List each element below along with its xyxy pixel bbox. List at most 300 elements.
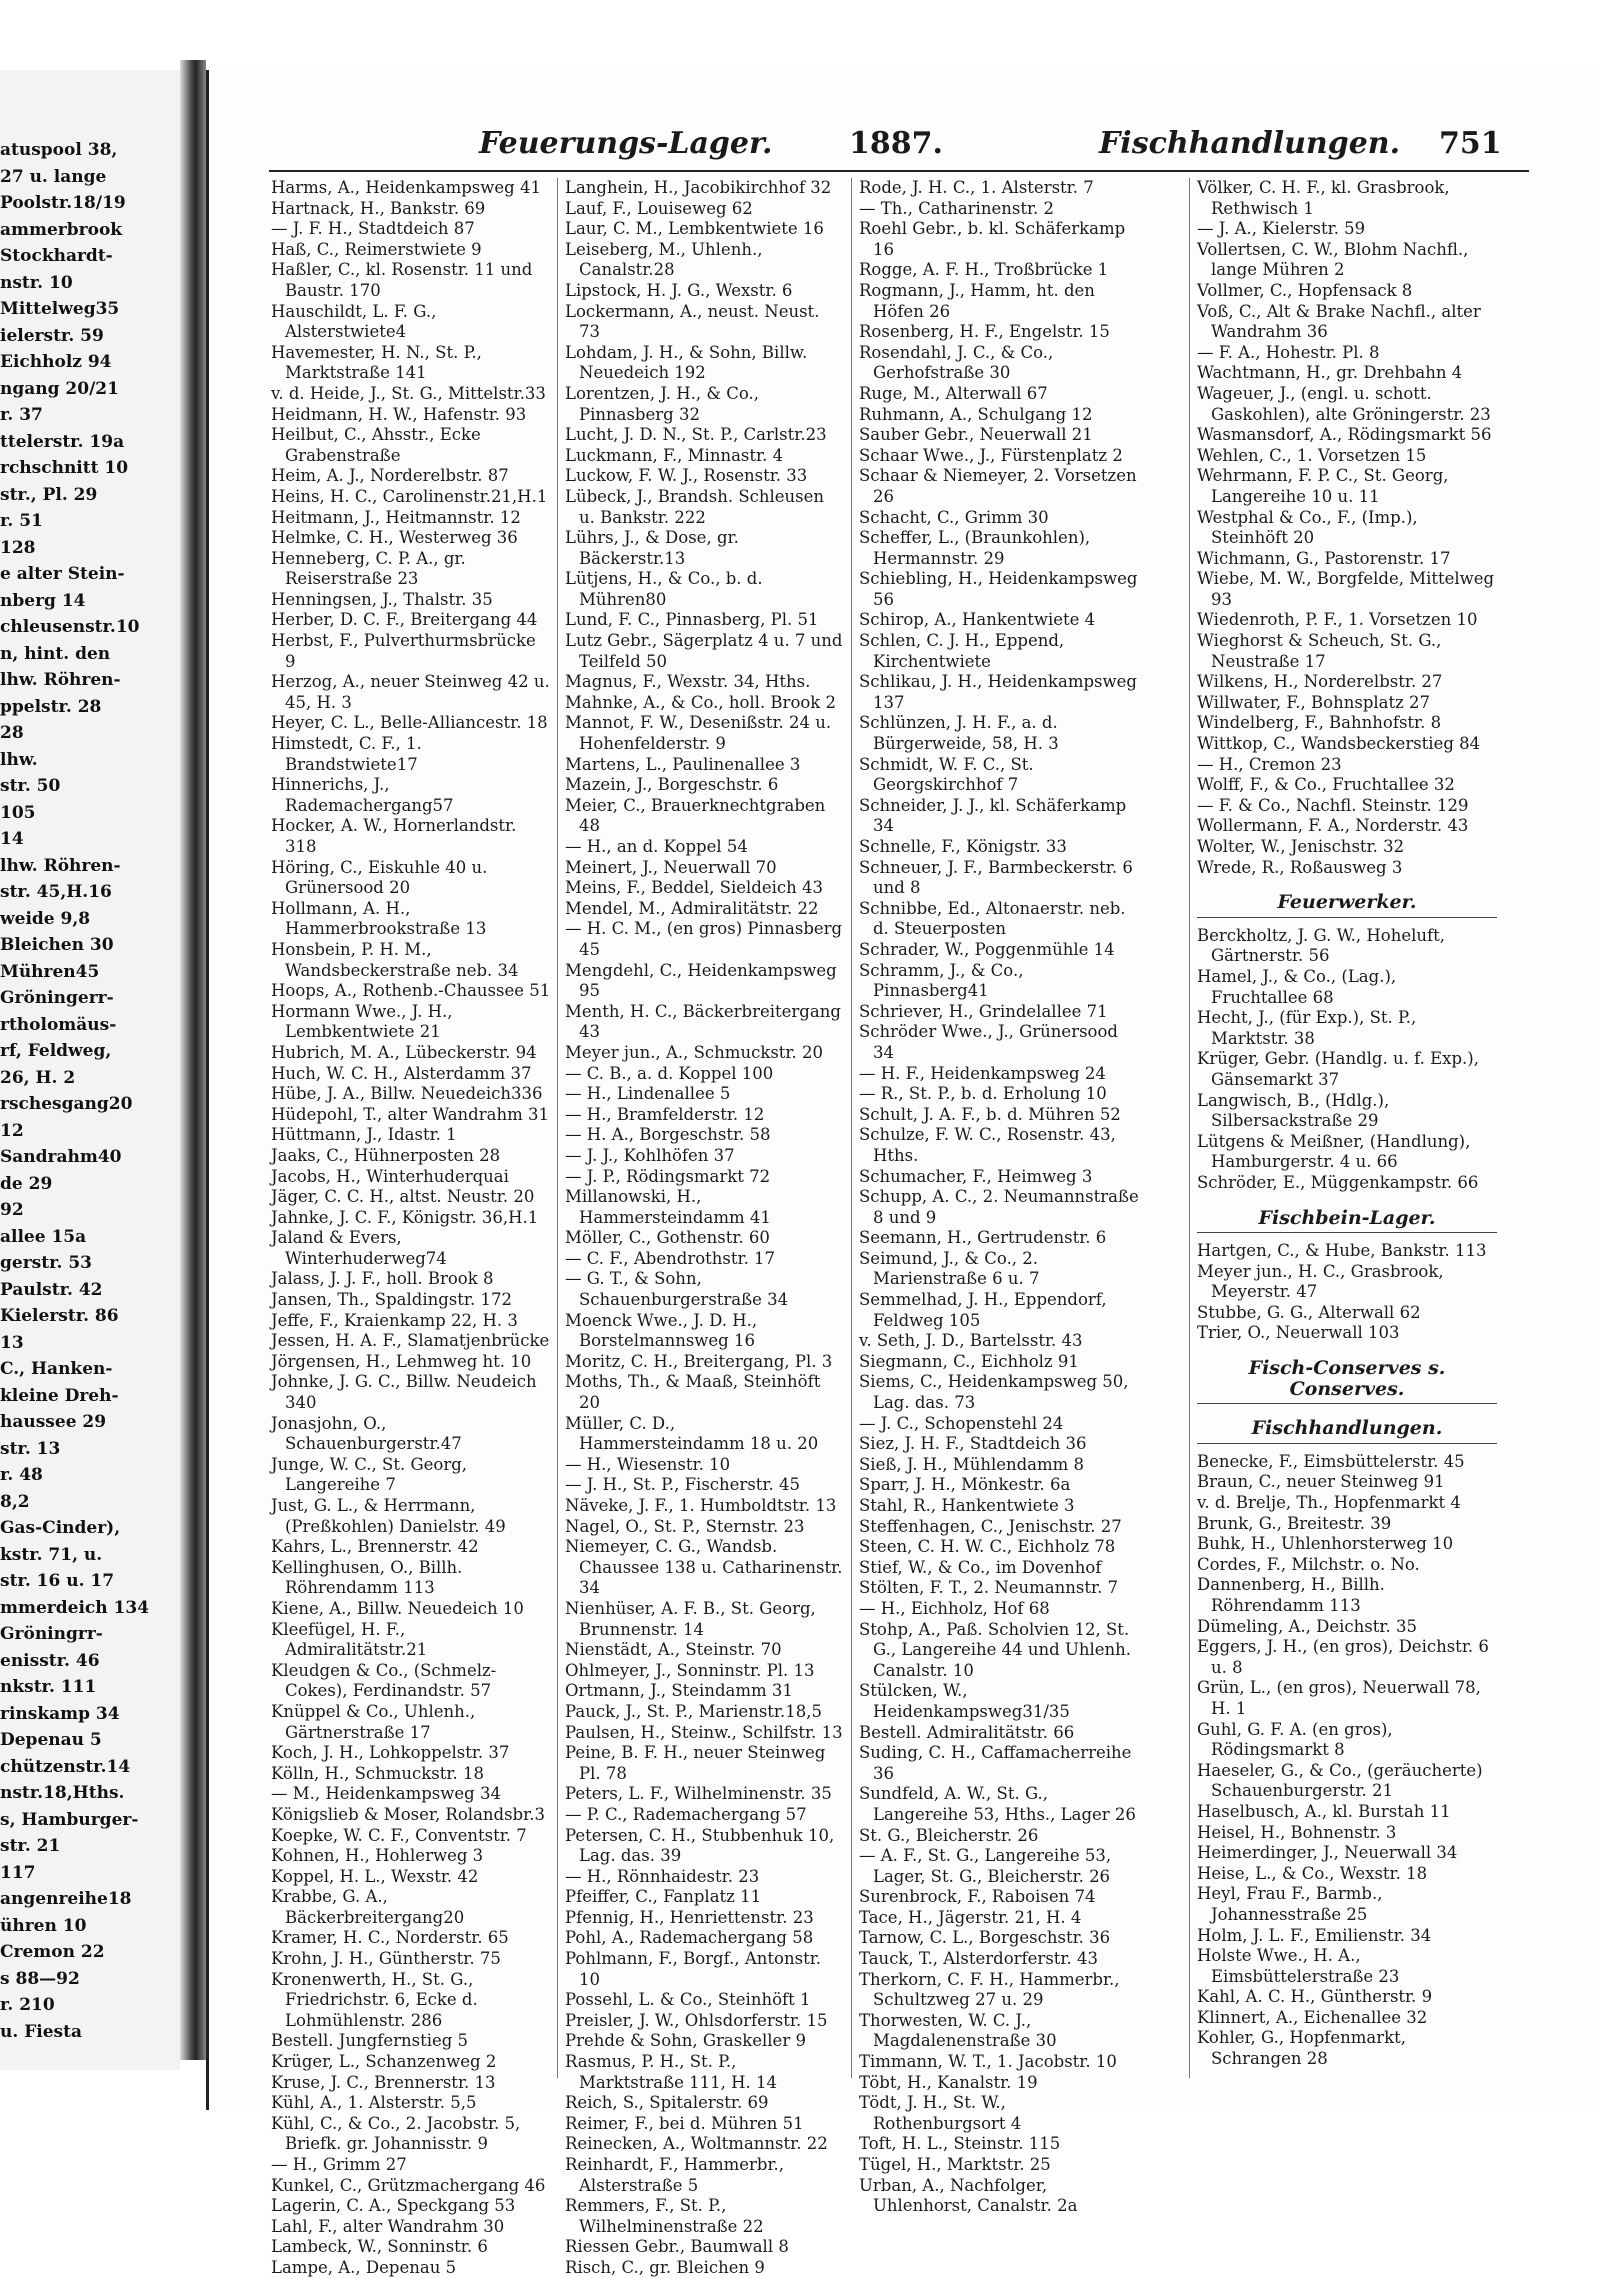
directory-entry: Jaaks, C., Hühnerposten 28 — [271, 1145, 501, 1165]
directory-entry: Kruse, J. C., Brennerstr. 13 — [271, 2072, 496, 2092]
directory-entry: Scheffer, L., (Braunkohlen), Hermannstr. 29 — [859, 528, 1091, 568]
directory-entry: Vollmer, C., Hopfensack 8 — [1197, 280, 1413, 300]
directory-entry: Millanowski, H., Hammersteindamm 41 — [565, 1187, 771, 1227]
column-divider — [557, 178, 558, 2078]
directory-entry: v. Seth, J. D., Bartelsstr. 43 — [859, 1331, 1083, 1351]
directory-entry: Haselbusch, A., kl. Burstah 11 — [1197, 1801, 1451, 1821]
directory-entry: Voß, C., Alt & Brake Nachfl., alter Wandrahm 36 — [1197, 301, 1481, 342]
directory-entry: Guhl, G. F. A. (en gros), Rödingsmarkt 8 — [1197, 1719, 1393, 1760]
directory-entry: Grün, L., (en gros), Neuerwall 78, H. 1 — [1197, 1678, 1481, 1718]
directory-entry: Lund, F. C., Pinnasberg, Pl. 51 — [565, 610, 819, 630]
directory-entry: Siegmann, C., Eichholz 91 — [859, 1351, 1079, 1371]
directory-entry: Therkorn, C. F. H., Hammerbr., Schultzweg 27 u. 29 — [859, 1969, 1120, 2010]
directory-entry: Lockermann, A., neust. Neust. 73 — [565, 301, 820, 342]
left-fragment-line: str., Pl. 29 — [0, 484, 98, 505]
directory-entry: Herzog, A., neuer Steinweg 42 u. 45, H. 3 — [271, 672, 550, 712]
directory-entry: Heidmann, H. W., Hafenstr. 93 — [271, 404, 527, 424]
directory-entry: Moritz, C. H., Breitergang, Pl. 3 — [565, 1351, 833, 1371]
directory-entry: — H., an d. Koppel 54 — [565, 837, 748, 856]
directory-entry: Nienhüser, A. F. B., St. Georg, Brunnenstr. 14 — [565, 1598, 816, 1639]
left-fragment-line: Depenau 5 — [0, 1730, 102, 1750]
left-fragment-line: 13 — [0, 1332, 24, 1353]
directory-entry: Riessen Gebr., Baumwall 8 — [565, 2237, 789, 2257]
directory-entry: Hartgen, C., & Hube, Bankstr. 113 — [1197, 1241, 1487, 1261]
directory-entry: Urban, A., Nachfolger, Uhlenhorst, Canalstr. 2a — [859, 2175, 1078, 2216]
directory-entry: Reimer, F., bei d. Mühren 51 — [565, 2113, 804, 2133]
directory-entry: Wachtmann, H., gr. Drehbahn 4 — [1197, 363, 1463, 383]
directory-entry: Benecke, F., Eimsbüttelerstr. 45 — [1197, 1451, 1465, 1471]
directory-entry: Heyl, Frau F., Barmb., Johannesstraße 25 — [1197, 1884, 1383, 1924]
directory-entry: Kunkel, C., Grützmachergang 46 — [271, 2175, 546, 2195]
directory-entry: Trier, O., Neuerwall 103 — [1197, 1323, 1400, 1343]
directory-entry: Hartnack, H., Bankstr. 69 — [271, 198, 486, 218]
left-fragment-line: Sandrahm40 — [0, 1147, 122, 1167]
left-fragment-line: ühren 10 — [0, 1915, 87, 1936]
directory-entry: Kohnen, H., Hohlerweg 3 — [271, 1846, 484, 1866]
left-fragment-line: str. 50 — [0, 776, 61, 796]
directory-entry: Wehlen, C., 1. Vorsetzen 15 — [1197, 445, 1427, 465]
left-fragment-line: rinskamp 34 — [0, 1703, 120, 1724]
left-fragment-line: Bleichen 30 — [0, 935, 114, 955]
directory-entry: — F. A., Hohestr. Pl. 8 — [1197, 342, 1380, 362]
directory-entry: Peine, B. F. H., neuer Steinweg Pl. 78 — [565, 1743, 826, 1783]
directory-entry: Müller, C. D., Hammersteindamm 18 u. 20 — [565, 1413, 819, 1454]
directory-entry: Wolff, F., & Co., Fruchtallee 32 — [1197, 775, 1455, 795]
directory-entry: Schmidt, W. F. C., St. Georgskirchhof 7 — [859, 754, 1034, 795]
directory-entry: Kahrs, L., Brennerstr. 42 — [271, 1537, 479, 1557]
directory-entry: Buhk, H., Uhlenhorsterweg 10 — [1197, 1534, 1454, 1554]
directory-entry: Stubbe, G. G., Alterwall 62 — [1197, 1302, 1421, 1322]
left-fragment-line: rf, Feldweg, — [0, 1041, 112, 1061]
directory-entry: Wasmansdorf, A., Rödingsmarkt 56 — [1197, 425, 1492, 445]
directory-entry: St. G., Bleicherstr. 26 — [859, 1825, 1039, 1845]
directory-entry: Schnelle, F., Königstr. 33 — [859, 837, 1067, 856]
left-fragment-line: gerstr. 53 — [0, 1253, 92, 1273]
directory-entry: Kiene, A., Billw. Neuedeich 10 — [271, 1598, 524, 1618]
directory-entry: Ruhmann, A., Schulgang 12 — [859, 404, 1093, 424]
directory-entry: Dannenberg, H., Billh. Röhrendamm 113 — [1197, 1575, 1385, 1615]
directory-entry: Lorentzen, J. H., & Co., Pinnasberg 32 — [565, 383, 760, 424]
directory-entry: Schacht, C., Grimm 30 — [859, 507, 1049, 527]
directory-entry: Ohlmeyer, J., Sonninstr. Pl. 13 — [565, 1660, 815, 1680]
left-fragment-line: lhw. Röhren- — [0, 670, 121, 690]
directory-entry: Schulze, F. W. C., Rosenstr. 43, Hths. — [859, 1125, 1116, 1165]
left-fragment-line: Paulstr. 42 — [0, 1279, 103, 1300]
page-header — [209, 126, 1509, 166]
left-fragment-line: n, hint. den — [0, 643, 111, 664]
directory-entry: Jacobs, H., Winterhuderquai — [271, 1166, 509, 1186]
directory-entry: Ortmann, J., Steindamm 31 — [565, 1681, 793, 1701]
directory-entry: — J. A., Kielerstr. 59 — [1197, 219, 1366, 239]
directory-entry: Meinert, J., Neuerwall 70 — [565, 857, 777, 877]
directory-entry: Suding, C. H., Caffamacherreihe 36 — [859, 1743, 1132, 1783]
directory-entry: Töbt, H., Kanalstr. 19 — [859, 2072, 1038, 2092]
directory-entry: Schult, J. A. F., b. d. Mühren 52 — [859, 1104, 1121, 1124]
directory-entry: Berckholtz, J. G. W., Hoheluft, Gärtnerstr. 56 — [1197, 925, 1445, 966]
directory-entry: Nienstädt, A., Steinstr. 70 — [565, 1640, 782, 1660]
left-fragment-line: kstr. 71, u. — [0, 1544, 103, 1565]
directory-entry: Hübe, J. A., Billw. Neuedeich336 — [271, 1084, 543, 1104]
directory-entry: Herbst, F., Pulverthurmsbrücke 9 — [271, 631, 536, 671]
directory-entry: — M., Heidenkampsweg 34 — [271, 1784, 501, 1804]
left-fragment-line: rschesgang20 — [0, 1094, 133, 1114]
directory-entry: Heyer, C. L., Belle-Alliancestr. 18 — [271, 713, 548, 733]
section-heading: Fischbein-Lager. — [1197, 1208, 1497, 1234]
directory-entry: — H., Rönnhaidestr. 23 — [565, 1866, 760, 1886]
directory-entry: Himstedt, C. F., 1. Brandstwiete17 — [271, 734, 422, 774]
directory-entry: Timmann, W. T., 1. Jacobstr. 10 — [859, 2052, 1117, 2072]
directory-entry: Jeffe, F., Kraienkamp 22, H. 3 — [271, 1310, 518, 1330]
directory-entry: Kohler, G., Hopfenmarkt, Schrangen 28 — [1197, 2028, 1407, 2069]
directory-entry: — Th., Catharinenstr. 2 — [859, 198, 1055, 218]
directory-entry: — A. F., St. G., Langereihe 53, Lager, St. G., Bleicherstr. 26 — [859, 1846, 1112, 1886]
directory-entry: Haeseler, G., & Co., (geräucherte) Schauenburgerstr. 21 — [1197, 1760, 1483, 1801]
directory-entry: Prehde & Sohn, Graskeller 9 — [565, 2031, 806, 2051]
directory-entry: Heilbut, C., Ahsstr., Ecke Grabenstraße — [271, 425, 481, 465]
directory-entry: Lagerin, C. A., Speckgang 53 — [271, 2196, 516, 2216]
directory-entry: Stülcken, W., Heidenkampsweg31/35 — [859, 1681, 1070, 1721]
directory-entry: v. d. Brelje, Th., Hopfenmarkt 4 — [1197, 1493, 1461, 1513]
directory-entry: Preisler, J. W., Ohlsdorferstr. 15 — [565, 2010, 828, 2030]
directory-entry: Völker, C. H. F., kl. Grasbrook, Rethwisch 1 — [1197, 178, 1450, 218]
directory-entry: Sparr, J. H., Mönkestr. 6a — [859, 1475, 1071, 1495]
left-fragment-line: str. 13 — [0, 1438, 61, 1459]
directory-entry: Cordes, F., Milchstr. o. No. — [1197, 1554, 1420, 1574]
directory-entry: Wittkop, C., Wandsbeckerstieg 84 — [1197, 734, 1481, 754]
column-1 — [271, 178, 551, 2279]
directory-entry: Jansen, Th., Spaldingstr. 172 — [271, 1290, 512, 1310]
directory-entry: v. d. Heide, J., St. G., Mittelstr.33 — [271, 383, 546, 403]
directory-entry: — H. F., Heidenkampsweg 24 — [859, 1063, 1106, 1083]
directory-entry: — J. H., St. P., Fischerstr. 45 — [565, 1475, 800, 1495]
directory-entry: Haßler, C., kl. Rosenstr. 11 und Baustr. 170 — [271, 260, 533, 300]
left-fragment-line: ppelstr. 28 — [0, 696, 102, 717]
directory-entry: Lübeck, J., Brandsh. Schleusen u. Bankstr. 222 — [565, 486, 825, 527]
directory-entry: Hauschildt, L. F. G., Alsterstwiete4 — [271, 301, 437, 342]
directory-entry: Krabbe, G. A., Bäckerbreitergang20 — [271, 1887, 465, 1927]
directory-entry: Sieß, J. H., Mühlendamm 8 — [859, 1454, 1085, 1474]
directory-entry: Krohn, J. H., Güntherstr. 75 — [271, 1949, 501, 1969]
directory-entry: Stief, W., & Co., im Dovenhof — [859, 1557, 1102, 1577]
section-heading: Fischhandlungen. — [1197, 1418, 1497, 1444]
directory-entry: Vollertsen, C. W., Blohm Nachfl., lange Mühren 2 — [1197, 239, 1469, 280]
left-fragment-line: str. 21 — [0, 1836, 61, 1856]
directory-entry: Ruge, M., Alterwall 67 — [859, 383, 1048, 403]
directory-entry: Wehrmann, F. P. C., St. Georg, Langereihe 10 u. 11 — [1197, 466, 1449, 506]
directory-entry: Knüppel & Co., Uhlenh., Gärtnerstraße 17 — [271, 1701, 476, 1742]
left-fragment-line: r. 210 — [0, 1995, 55, 2015]
directory-entry: Sundfeld, A. W., St. G., Langereihe 53, Hths., Lager 26 — [859, 1784, 1136, 1824]
left-fragment-line: 12 — [0, 1120, 24, 1141]
directory-entry: Dümeling, A., Deichstr. 35 — [1197, 1616, 1417, 1636]
directory-entry: Heim, A. J., Norderelbstr. 87 — [271, 466, 509, 486]
directory-entry: — J. C., Schopenstehl 24 — [859, 1413, 1064, 1433]
left-fragment-line: 14 — [0, 829, 24, 849]
directory-entry: Kronenwerth, H., St. G., Friedrichstr. 6, Ecke d. Lohmühlenstr. 286 — [271, 1969, 478, 2030]
directory-entry: Semmelhad, J. H., Eppendorf, Feldweg 105 — [859, 1290, 1107, 1330]
directory-entry: Steen, C. H. W. C., Eichholz 78 — [859, 1537, 1116, 1557]
directory-entry: Hubrich, M. A., Lübeckerstr. 94 — [271, 1042, 537, 1062]
directory-entry: Holm, J. L. F., Emilienstr. 34 — [1197, 1925, 1432, 1945]
directory-entry: Schröder, E., Müggenkampstr. 66 — [1197, 1172, 1479, 1192]
directory-entry: Tace, H., Jägerstr. 21, H. 4 — [859, 1907, 1082, 1927]
directory-entry: Lutz Gebr., Sägerplatz 4 u. 7 und Teilfeld 50 — [565, 631, 843, 671]
directory-entry: — H., Lindenallee 5 — [565, 1084, 731, 1104]
directory-entry: Lauf, F., Louiseweg 62 — [565, 198, 753, 218]
left-fragment-line: Cremon 22 — [0, 1942, 105, 1962]
directory-entry: Pohlmann, F., Borgf., Antonstr. 10 — [565, 1949, 822, 1989]
directory-entry: Leiseberg, M., Uhlenh., Canalstr.28 — [565, 239, 763, 280]
directory-entry: — H., Wiesenstr. 10 — [565, 1454, 731, 1474]
column-divider — [851, 178, 852, 2078]
left-fragment-line: haussee 29 — [0, 1412, 107, 1432]
left-fragment-line: 128 — [0, 537, 36, 558]
directory-entry: Kahl, A. C. H., Güntherstr. 9 — [1197, 1987, 1433, 2007]
directory-entry: Heimerdinger, J., Neuerwall 34 — [1197, 1843, 1458, 1863]
directory-entry: Niemeyer, C. G., Wandsb. Chaussee 138 u. Catharinenstr. 34 — [565, 1537, 843, 1598]
left-fragment-line: Mittelweg35 — [0, 299, 120, 319]
directory-entry: Holste Wwe., H. A., Eimsbüttelerstraße 23 — [1197, 1946, 1400, 1986]
directory-entry: Mengdehl, C., Heidenkampsweg 95 — [565, 960, 837, 1001]
directory-entry: Honsbein, P. H. M., Wandsbeckerstraße neb. 34 — [271, 939, 519, 980]
directory-entry: — H., Bramfelderstr. 12 — [565, 1104, 765, 1124]
left-fragment-line: 92 — [0, 1200, 24, 1220]
directory-entry: Klinnert, A., Eichenallee 32 — [1197, 2007, 1428, 2027]
directory-entry: Jaland & Evers, Winterhuderweg74 — [271, 1228, 447, 1268]
directory-entry: Rasmus, P. H., St. P., Marktstraße 111, H. 14 — [565, 2052, 777, 2092]
directory-entry: Schramm, J., & Co., Pinnasberg41 — [859, 960, 1024, 1001]
directory-entry: Martens, L., Paulinenallee 3 — [565, 754, 801, 774]
column-4 — [1197, 178, 1497, 2070]
left-fragment-line: kleine Dreh- — [0, 1385, 119, 1406]
left-fragment-line: r. 51 — [0, 511, 43, 531]
directory-entry: Herber, D. C. F., Breitergang 44 — [271, 610, 538, 630]
left-fragment-line: nberg 14 — [0, 590, 86, 611]
directory-entry: Pfennig, H., Henriettenstr. 23 — [565, 1907, 814, 1927]
directory-entry: Lampe, A., Depenau 5 — [271, 2257, 457, 2277]
page-gutter — [180, 60, 206, 2060]
left-fragment-line: nstr.18,Hths. — [0, 1783, 125, 1803]
left-fragment-line: r. 48 — [0, 1465, 43, 1485]
header-right-title: Fischhandlungen. — [1099, 126, 1401, 161]
directory-entry: Jäger, C. C. H., altst. Neustr. 20 — [271, 1187, 535, 1207]
directory-entry: Haß, C., Reimerstwiete 9 — [271, 239, 482, 259]
directory-entry: Hüttmann, J., Idastr. 1 — [271, 1125, 457, 1145]
directory-entry: Eggers, J. H., (en gros), Deichstr. 6 u. 8 — [1197, 1637, 1489, 1677]
directory-entry: — F. & Co., Nachfl. Steinstr. 129 — [1197, 795, 1469, 815]
header-year: 1887. — [849, 126, 943, 161]
directory-entry: Koppel, H. L., Wexstr. 42 — [271, 1866, 479, 1886]
left-fragment-line: weide 9,8 — [0, 908, 91, 929]
directory-entry: Roehl Gebr., b. kl. Schäferkamp 16 — [859, 219, 1126, 259]
left-fragment-line: Gröningrr- — [0, 1624, 103, 1644]
left-fragment-line: rchschnitt 10 — [0, 458, 129, 478]
directory-entry: Hinnerichs, J., Rademachergang57 — [271, 775, 454, 815]
left-fragment-line: str. 16 u. 17 — [0, 1571, 115, 1591]
left-fragment-line: chleusenstr.10 — [0, 617, 140, 637]
left-fragment-line: mmerdeich 134 — [0, 1597, 150, 1618]
left-fragment-line: 26, H. 2 — [0, 1067, 76, 1088]
directory-entry: Siems, C., Heidenkampsweg 50, Lag. das. 73 — [859, 1372, 1129, 1413]
directory-entry: Krüger, L., Schanzenweg 2 — [271, 2052, 497, 2072]
left-fragment-line: u. Fiesta — [0, 2021, 82, 2042]
left-fragment-line: s 88—92 — [0, 1968, 80, 1989]
directory-entry: Wollermann, F. A., Norderstr. 43 — [1197, 816, 1469, 836]
directory-entry: Langhein, H., Jacobikirchhof 32 — [565, 178, 832, 197]
directory-entry: Höring, C., Eiskuhle 40 u. Grünersood 20 — [271, 857, 488, 898]
directory-entry: Magnus, F., Wexstr. 34, Hths. — [565, 672, 811, 692]
left-fragment-line: 8,2 — [0, 1491, 30, 1512]
directory-entry: Johnke, J. G. C., Billw. Neudeich 340 — [271, 1372, 537, 1413]
directory-entry: Seimund, J., & Co., 2. Marienstraße 6 u. 7 — [859, 1248, 1040, 1289]
directory-entry: Schupp, A. C., 2. Neumannstraße 8 und 9 — [859, 1187, 1139, 1227]
directory-entry: Schaar Wwe., J., Fürstenplatz 2 — [859, 445, 1123, 465]
directory-entry: — P. C., Rademachergang 57 — [565, 1804, 807, 1824]
header-rule — [269, 170, 1529, 172]
directory-entry: Windelberg, F., Bahnhofstr. 8 — [1197, 713, 1442, 733]
header-left-title: Feuerungs-Lager. — [479, 126, 773, 161]
page-number: 751 — [1439, 126, 1502, 161]
directory-entry: Mannot, F. W., Desenißstr. 24 u. Hohenfelderstr. 9 — [565, 713, 832, 754]
directory-entry: — H., Grimm 27 — [271, 2155, 407, 2174]
left-fragment-line: ielerstr. 59 — [0, 325, 104, 346]
directory-entry: — H., Cremon 23 — [1197, 754, 1342, 774]
left-fragment-line: 27 u. lange — [0, 166, 107, 187]
left-fragment-line: Kielerstr. 86 — [0, 1306, 119, 1326]
directory-entry: Schlen, C. J. H., Eppend, Kirchentwiete — [859, 631, 1065, 671]
directory-entry: Wiebe, M. W., Borgfelde, Mittelweg 93 — [1197, 569, 1495, 609]
directory-entry: — G. T., & Sohn, Schauenburgerstraße 34 — [565, 1269, 789, 1310]
section-heading: Fisch-Conserves s. Conserves. — [1197, 1358, 1497, 1404]
directory-entry: Rogmann, J., Hamm, ht. den Höfen 26 — [859, 280, 1095, 321]
left-fragment-line: Gröningerr- — [0, 988, 114, 1008]
directory-entry: Bestell. Admiralitätstr. 66 — [859, 1722, 1075, 1742]
directory-entry: Hoops, A., Rothenb.-Chaussee 51 — [271, 981, 551, 1001]
directory-entry: Schlikau, J. H., Heidenkampsweg 137 — [859, 672, 1137, 712]
directory-entry: Koepke, W. C. F., Conventstr. 7 — [271, 1825, 527, 1845]
directory-entry: Hamel, J., & Co., (Lag.), Fruchtallee 68 — [1197, 966, 1397, 1007]
directory-entry: Havemester, H. N., St. P., Marktstraße 141 — [271, 342, 482, 383]
directory-entry: — H., Eichholz, Hof 68 — [859, 1598, 1050, 1618]
directory-entry: Reinecken, A., Woltmannstr. 22 — [565, 2134, 828, 2154]
directory-entry: Luckow, F. W. J., Rosenstr. 33 — [565, 466, 808, 486]
directory-entry: Tödt, J. H., St. W., Rothenburgsort 4 — [859, 2093, 1022, 2133]
directory-entry: Just, G. L., & Herrmann, (Preßkohlen) Danielstr. 49 — [271, 1496, 506, 1536]
left-fragment-line: r. 37 — [0, 405, 43, 425]
directory-entry: Wiedenroth, P. F., 1. Vorsetzen 10 — [1197, 610, 1478, 630]
left-fragment-line: e alter Stein- — [0, 564, 125, 584]
directory-entry: — C. F., Abendrothstr. 17 — [565, 1248, 776, 1268]
left-fragment-line: s, Hamburger- — [0, 1809, 139, 1830]
directory-entry: Jörgensen, H., Lehmweg ht. 10 — [271, 1351, 532, 1371]
directory-entry: Lütjens, H., & Co., b. d. Mühren80 — [565, 569, 763, 609]
directory-entry: Moenck Wwe., J. D. H., Borstelmannsweg 16 — [565, 1310, 758, 1351]
directory-entry: Pohl, A., Rademachergang 58 — [565, 1928, 814, 1948]
directory-entry: Rosenberg, H. F., Engelstr. 15 — [859, 322, 1110, 342]
directory-entry: Heisel, H., Bohnenstr. 3 — [1197, 1822, 1397, 1842]
left-fragment-line: nkstr. 111 — [0, 1677, 97, 1697]
directory-entry: — H. A., Borgeschstr. 58 — [565, 1125, 771, 1145]
directory-entry: Lucht, J. D. N., St. P., Carlstr.23 — [565, 425, 827, 445]
left-fragment-line: ngang 20/21 — [0, 378, 119, 399]
directory-page — [206, 70, 1600, 2277]
left-fragment-line: Stockhardt- — [0, 246, 113, 266]
directory-entry: Rosendahl, J. C., & Co., Gerhofstraße 30 — [859, 342, 1054, 383]
directory-entry: Lührs, J., & Dose, gr. Bäckerstr.13 — [565, 528, 739, 568]
directory-entry: Peters, L. F., Wilhelminenstr. 35 — [565, 1784, 832, 1804]
directory-entry: — C. B., a. d. Koppel 100 — [565, 1063, 774, 1083]
directory-entry: Henneberg, C. P. A., gr. Reiserstraße 23 — [271, 548, 466, 589]
left-fragment-line: lhw. — [0, 749, 38, 770]
directory-entry: Helmke, C. H., Westerweg 36 — [271, 528, 518, 548]
directory-entry: Mendel, M., Admiralitätstr. 22 — [565, 898, 819, 918]
directory-entry: Petersen, C. H., Stubbenhuk 10, Lag. das. 39 — [565, 1825, 835, 1866]
left-fragment-line: C., Hanken- — [0, 1359, 113, 1379]
directory-entry: Brunk, G., Breitestr. 39 — [1197, 1513, 1392, 1533]
directory-entry: Näveke, J. F., 1. Humboldtstr. 13 — [565, 1496, 837, 1515]
directory-entry: Heise, L., & Co., Wexstr. 18 — [1197, 1863, 1428, 1883]
directory-entry: Jessen, H. A. F., Slamatjenbrücke — [271, 1331, 550, 1351]
column-2 — [565, 178, 845, 2279]
directory-entry: Hecht, J., (für Exp.), St. P., Marktstr. 38 — [1197, 1008, 1417, 1048]
left-fragment-line: chützenstr.14 — [0, 1756, 131, 1777]
directory-entry: Schröder Wwe., J., Grünersood 34 — [859, 1022, 1118, 1062]
directory-entry: Mahnke, A., & Co., holl. Brook 2 — [565, 692, 837, 712]
directory-entry: Lahl, F., alter Wandrahm 30 — [271, 2216, 505, 2236]
directory-entry: — H. C. M., (en gros) Pinnasberg 45 — [565, 919, 843, 959]
left-fragment-line: str. 45,H.16 — [0, 882, 112, 902]
section-heading: Feuerwerker. — [1197, 892, 1497, 918]
left-fragment-line: rtholomäus- — [0, 1014, 117, 1035]
directory-entry: — J. J., Kohlhöfen 37 — [565, 1145, 735, 1165]
left-fragment-line: enisstr. 46 — [0, 1650, 100, 1671]
directory-entry: Reinhardt, F., Hammerbr., Alsterstraße 5 — [565, 2155, 785, 2195]
directory-entry: — J. F. H., Stadtdeich 87 — [271, 219, 475, 239]
directory-entry: Wageuer, J., (engl. u. schott. Gaskohlen), alte Gröningerstr. 23 — [1197, 383, 1491, 424]
left-fragment-line: Mühren45 — [0, 961, 100, 982]
left-fragment-line: 117 — [0, 1862, 36, 1883]
directory-entry: Harms, A., Heidenkampsweg 41 — [271, 178, 541, 197]
directory-entry: Kölln, H., Schmuckstr. 18 — [271, 1763, 484, 1783]
directory-entry: Königslieb & Moser, Rolandsbr.3 — [271, 1804, 545, 1824]
directory-entry: Möller, C., Gothenstr. 60 — [565, 1228, 770, 1248]
directory-entry: Reich, S., Spitalerstr. 69 — [565, 2093, 769, 2113]
directory-entry: — R., St. P., b. d. Erholung 10 — [859, 1084, 1107, 1104]
directory-entry: Remmers, F., St. P., Wilhelminenstraße 22 — [565, 2196, 764, 2236]
directory-entry: Meins, F., Beddel, Sieldeich 43 — [565, 878, 824, 898]
directory-entry: Stohp, A., Paß. Scholvien 12, St. G., Langereihe 44 und Uhlenh. Canalstr. 10 — [859, 1619, 1132, 1680]
directory-entry: Hollmann, A. H., Hammerbrookstraße 13 — [271, 898, 487, 939]
directory-entry: Heitmann, J., Heitmannstr. 12 — [271, 507, 521, 527]
directory-entry: Westphal & Co., F., (Imp.), Steinhöft 20 — [1197, 507, 1418, 548]
directory-entry: Schnibbe, Ed., Altonaerstr. neb. d. Steuerposten — [859, 898, 1126, 939]
directory-entry: Siez, J. H. F., Stadtdeich 36 — [859, 1434, 1087, 1454]
directory-entry: Laur, C. M., Lembkentwiete 16 — [565, 219, 824, 239]
left-fragment-line: atuspool 38, — [0, 140, 118, 160]
directory-entry: Paulsen, H., Steinw., Schilfstr. 13 — [565, 1722, 843, 1742]
column-3 — [859, 178, 1139, 2217]
directory-entry: Schrader, W., Poggenmühle 14 — [859, 939, 1115, 959]
directory-entry: Schaar & Niemeyer, 2. Vorsetzen 26 — [859, 466, 1137, 506]
directory-entry: Risch, C., gr. Bleichen 9 — [565, 2257, 765, 2277]
directory-entry: — J. P., Rödingsmarkt 72 — [565, 1166, 771, 1186]
directory-entry: Schriever, H., Grindelallee 71 — [859, 1001, 1108, 1021]
directory-entry: Hocker, A. W., Hornerlandstr. 318 — [271, 816, 517, 856]
directory-entry: Schumacher, F., Heimweg 3 — [859, 1166, 1093, 1186]
directory-entry: Sauber Gebr., Neuerwall 21 — [859, 425, 1093, 445]
directory-entry: Kramer, H. C., Norderstr. 65 — [271, 1928, 509, 1948]
directory-entry: Meyer jun., A., Schmuckstr. 20 — [565, 1042, 823, 1062]
